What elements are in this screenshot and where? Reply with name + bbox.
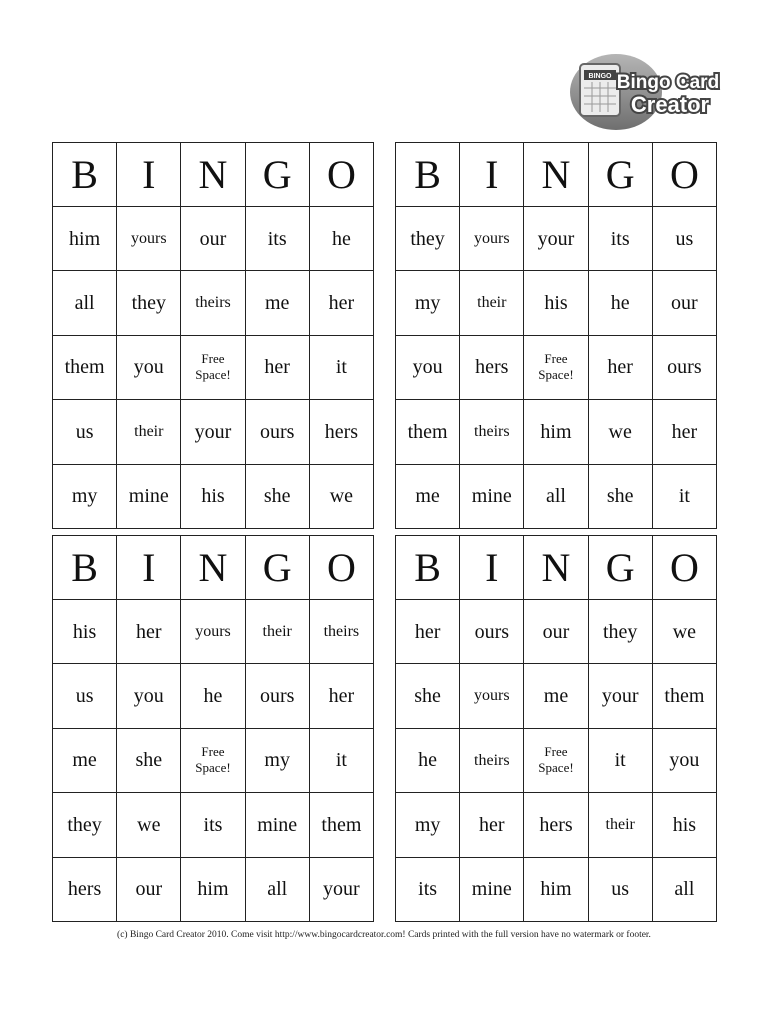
word-cell: their — [589, 793, 653, 857]
word-cell: us — [589, 858, 653, 922]
word-cell: her — [653, 400, 717, 464]
word-cell: hers — [53, 858, 117, 922]
word-cell: yours — [117, 207, 181, 271]
word-cell: its — [396, 858, 460, 922]
free-space-cell: Free Space! — [524, 729, 588, 793]
header-letter: B — [396, 536, 460, 600]
word-cell: it — [589, 729, 653, 793]
word-cell: ours — [460, 600, 524, 664]
word-cell: all — [524, 465, 588, 529]
word-cell: mine — [460, 465, 524, 529]
word-cell: his — [524, 271, 588, 335]
header-letter: G — [246, 536, 310, 600]
word-cell: its — [589, 207, 653, 271]
word-cell: her — [396, 600, 460, 664]
header-letter: B — [53, 143, 117, 207]
word-cell: you — [117, 664, 181, 728]
word-cell: them — [653, 664, 717, 728]
word-cell: you — [117, 336, 181, 400]
word-cell: all — [53, 271, 117, 335]
word-cell: we — [653, 600, 717, 664]
word-cell: her — [460, 793, 524, 857]
word-cell: his — [53, 600, 117, 664]
word-cell: your — [524, 207, 588, 271]
word-cell: him — [524, 858, 588, 922]
word-cell: me — [246, 271, 310, 335]
word-cell: its — [181, 793, 245, 857]
word-cell: her — [310, 271, 374, 335]
header-letter: O — [310, 536, 374, 600]
header-letter: G — [246, 143, 310, 207]
word-cell: mine — [460, 858, 524, 922]
bingo-card — [395, 535, 717, 922]
word-cell: ours — [246, 664, 310, 728]
header-letter: I — [460, 143, 524, 207]
word-cell: us — [653, 207, 717, 271]
bingo-card — [52, 142, 374, 529]
word-cell: we — [589, 400, 653, 464]
word-cell: me — [396, 465, 460, 529]
word-cell: they — [117, 271, 181, 335]
header-letter: G — [589, 536, 653, 600]
word-cell: her — [117, 600, 181, 664]
bingo-card — [395, 142, 717, 529]
word-cell: theirs — [310, 600, 374, 664]
word-cell: my — [53, 465, 117, 529]
word-cell: it — [653, 465, 717, 529]
word-cell: we — [117, 793, 181, 857]
word-cell: yours — [460, 664, 524, 728]
bingo-card — [52, 535, 374, 922]
word-cell: their — [117, 400, 181, 464]
word-cell: me — [53, 729, 117, 793]
word-cell: your — [310, 858, 374, 922]
word-cell: our — [524, 600, 588, 664]
word-cell: he — [181, 664, 245, 728]
header-letter: N — [524, 143, 588, 207]
word-cell: him — [181, 858, 245, 922]
word-cell: our — [117, 858, 181, 922]
header-letter: O — [310, 143, 374, 207]
word-cell: their — [246, 600, 310, 664]
header-letter: O — [653, 536, 717, 600]
word-cell: your — [589, 664, 653, 728]
header-letter: N — [181, 143, 245, 207]
word-cell: us — [53, 400, 117, 464]
word-cell: she — [589, 465, 653, 529]
word-cell: its — [246, 207, 310, 271]
free-space-cell: Free Space! — [181, 729, 245, 793]
word-cell: mine — [246, 793, 310, 857]
word-cell: their — [460, 271, 524, 335]
word-cell: them — [310, 793, 374, 857]
word-cell: it — [310, 336, 374, 400]
word-cell: them — [396, 400, 460, 464]
header-letter: I — [460, 536, 524, 600]
word-cell: it — [310, 729, 374, 793]
header-letter: B — [53, 536, 117, 600]
word-cell: they — [589, 600, 653, 664]
logo-graphic — [566, 46, 726, 132]
word-cell: him — [524, 400, 588, 464]
header-letter: G — [589, 143, 653, 207]
word-cell: us — [53, 664, 117, 728]
word-cell: his — [653, 793, 717, 857]
word-cell: he — [396, 729, 460, 793]
footer-notice: (c) Bingo Card Creator 2010. Come visit http://www.bingocardcreator.com! Cards printed with the full version have no watermark or footer. — [117, 930, 651, 940]
header-letter: O — [653, 143, 717, 207]
word-cell: we — [310, 465, 374, 529]
word-cell: he — [310, 207, 374, 271]
word-cell: they — [53, 793, 117, 857]
word-cell: theirs — [460, 400, 524, 464]
word-cell: me — [524, 664, 588, 728]
word-cell: you — [396, 336, 460, 400]
word-cell: him — [53, 207, 117, 271]
header-letter: I — [117, 143, 181, 207]
word-cell: our — [653, 271, 717, 335]
word-cell: his — [181, 465, 245, 529]
word-cell: she — [117, 729, 181, 793]
word-cell: hers — [524, 793, 588, 857]
free-space-cell: Free Space! — [524, 336, 588, 400]
word-cell: them — [53, 336, 117, 400]
word-cell: all — [653, 858, 717, 922]
word-cell: they — [396, 207, 460, 271]
header-letter: I — [117, 536, 181, 600]
header-letter: B — [396, 143, 460, 207]
word-cell: yours — [460, 207, 524, 271]
word-cell: theirs — [181, 271, 245, 335]
word-cell: you — [653, 729, 717, 793]
word-cell: my — [396, 271, 460, 335]
word-cell: her — [589, 336, 653, 400]
word-cell: ours — [246, 400, 310, 464]
word-cell: her — [246, 336, 310, 400]
word-cell: my — [246, 729, 310, 793]
word-cell: our — [181, 207, 245, 271]
logo-badge: BINGO — [588, 73, 612, 80]
word-cell: theirs — [460, 729, 524, 793]
word-cell: my — [396, 793, 460, 857]
logo-line2: Creator — [630, 92, 710, 117]
word-cell: she — [246, 465, 310, 529]
bingo-card-creator-logo — [566, 46, 726, 132]
word-cell: she — [396, 664, 460, 728]
word-cell: he — [589, 271, 653, 335]
header-letter: N — [524, 536, 588, 600]
word-cell: hers — [310, 400, 374, 464]
free-space-cell: Free Space! — [181, 336, 245, 400]
word-cell: her — [310, 664, 374, 728]
word-cell: your — [181, 400, 245, 464]
header-letter: N — [181, 536, 245, 600]
word-cell: mine — [117, 465, 181, 529]
word-cell: yours — [181, 600, 245, 664]
word-cell: ours — [653, 336, 717, 400]
word-cell: hers — [460, 336, 524, 400]
word-cell: all — [246, 858, 310, 922]
logo-line1: Bingo Card — [616, 72, 720, 93]
